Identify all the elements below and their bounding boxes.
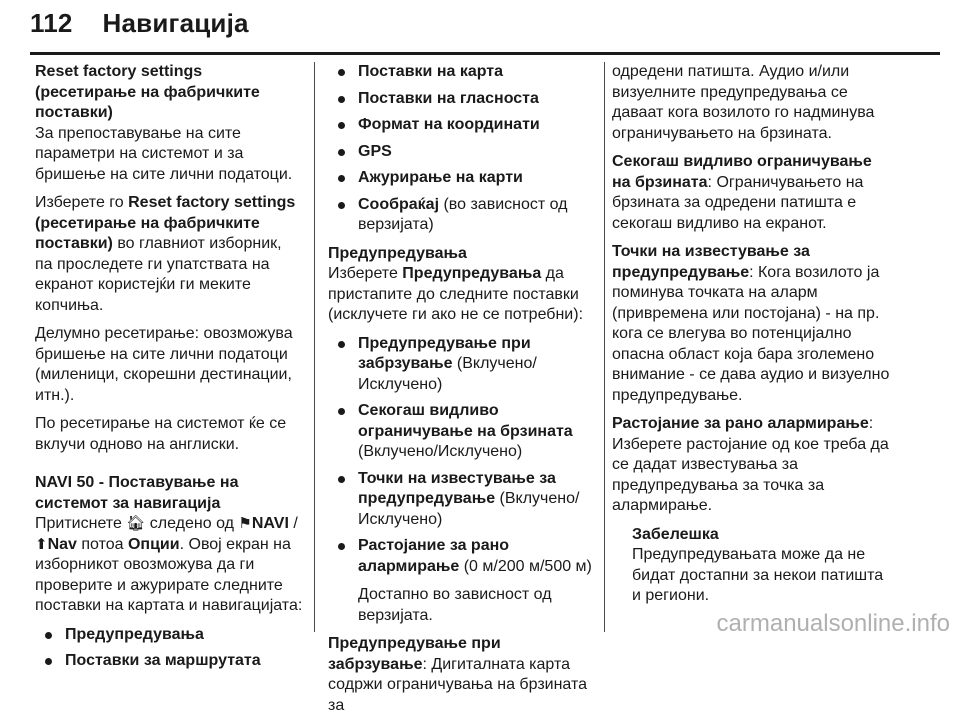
list-item-label: Ажурирање на карти (358, 169, 523, 186)
text: потоа (76, 535, 128, 553)
text-bold: Точки на известување за предупредување (612, 243, 810, 281)
list-item (328, 62, 594, 83)
reset-partial: Делумно ресетирање: овозможува бришење на сите лични податоци (миленици, скорешни дестинации, итн.). (35, 325, 293, 404)
list-item (328, 469, 594, 531)
bullet-icon (338, 476, 345, 483)
text-bold: Reset factory settings (ресетирање на фабричките поставки) (35, 194, 296, 252)
bullet-icon (338, 408, 345, 415)
settings-list (328, 62, 594, 236)
alert-points-paragraph (612, 242, 890, 406)
text: (0 м/200 м/500 м) (459, 557, 592, 575)
list-item-label: Предупредување при забрзување (358, 334, 531, 372)
list-item-label: GPS (358, 142, 392, 160)
note-box (612, 525, 890, 607)
list-item (328, 401, 594, 463)
column-divider (314, 62, 315, 632)
warnings-intro (328, 264, 594, 326)
list-item-label: Поставки на гласноста (358, 89, 539, 107)
text: / (288, 515, 298, 532)
flag-icon: ⚑ (238, 515, 252, 532)
text-bold: Растојание за рано алармирање (612, 415, 869, 432)
column-left (35, 62, 303, 680)
page-header (30, 8, 249, 39)
text-bold: Опции (127, 535, 180, 553)
bullet-icon (338, 341, 345, 348)
text-bold: Секогаш видливо ограничување на брзината (612, 153, 872, 191)
text: во главниот изборник, па проследете ги упатствата на екранот користејќи ги меките копчиња. (35, 235, 282, 314)
text: Изберете го (35, 194, 129, 211)
list-item-label: Растојание за рано алармирање (358, 537, 510, 575)
list-item-label: Формат на координати (358, 116, 540, 133)
bullet-icon (338, 122, 345, 129)
text: (Вклучено/Исклучено) (358, 443, 523, 460)
page-section-title: Навигација (102, 8, 249, 38)
list-item (328, 168, 594, 189)
list-item-label: Секогаш видливо ограничување на брзината (358, 402, 573, 440)
text-bold: NAVI (251, 515, 289, 532)
list-item-label: Поставки за маршрутата (65, 652, 261, 669)
list-item (328, 142, 594, 163)
column-right (612, 62, 890, 607)
text-bold: Nav (47, 535, 77, 553)
list-item (328, 536, 594, 577)
note-text: Предупредувањата може да не бидат достапни за некои патишта и региони. (632, 546, 884, 604)
accel-paragraph (328, 634, 594, 716)
list-item (328, 89, 594, 110)
text: : Кога возилото ја поминува точката на аларм (привремена или постојана) - на пр. кога се влегува во потенцијално опасна област која бара зголемено внимание - се дава аудио и визуелно предупредување. (612, 263, 890, 404)
list-item (328, 334, 594, 396)
reset-heading: Reset factory settings (ресетирање на фабричките поставки) (35, 63, 260, 121)
list-item-label: Предупредувања (65, 625, 204, 643)
text: Притиснете (35, 515, 127, 532)
warnings-list (328, 334, 594, 578)
column-middle (328, 62, 594, 724)
text-bold: Предупредување при забрзување (328, 635, 501, 673)
header-rule (30, 52, 940, 55)
early-alarm-paragraph (612, 414, 890, 517)
reset-after: По ресетирање на системот ќе се вклучи одново на англиски. (35, 415, 287, 453)
note-heading: Забелешка (632, 525, 719, 543)
text: (во зависност од верзијата) (358, 195, 568, 233)
text: (Вклучено/ Исклучено) (358, 490, 580, 528)
navi-paragraph (35, 514, 303, 617)
availability-note: Достапно во зависност од верзијата. (358, 586, 552, 624)
list-item (328, 115, 594, 136)
list-item (35, 651, 303, 672)
warnings-heading: Предупредувања (328, 244, 467, 262)
text: . Овој екран на изборникот овозможува да ги проверите и ажурирате следните поставки на картата и навигацијата: (35, 535, 303, 614)
navi-heading: NAVI 50 - Поставување на системот за навигација (35, 474, 239, 512)
text-bold: Предупредувања (402, 265, 542, 282)
speed-limit-paragraph (612, 152, 890, 234)
text: : Дигиталната карта содржи ограничувања на брзината за (328, 655, 588, 714)
text: : Ограничувањето на брзината за одредени патишта е секогаш видливо на екранот. (612, 173, 864, 232)
home-icon: 🏠︎ (126, 515, 146, 532)
settings-list (35, 625, 303, 672)
text: Изберете (328, 265, 403, 282)
bullet-icon (45, 658, 52, 665)
text: следено од (145, 515, 239, 532)
bullet-icon (338, 96, 345, 103)
page-number: 112 (30, 8, 73, 38)
text: : Изберете растојание од кое треба да се дадат известувања за предупредувања за точка за алармирање. (612, 415, 889, 514)
text: да пристапите до следните поставки (исклучете ги ако не се потребни): (328, 265, 584, 323)
list-item-label: Сообраќај (358, 195, 440, 213)
bullet-icon (338, 202, 345, 209)
navigation-arrow-icon: ⬆︎ (35, 535, 48, 553)
watermark: carmanualsonline.info (716, 610, 950, 637)
list-item-label: Поставки на карта (358, 63, 504, 80)
list-item (328, 195, 594, 236)
bullet-icon (338, 543, 345, 550)
bullet-icon (338, 69, 345, 76)
reset-select-paragraph (35, 193, 303, 316)
reset-intro: За препоставување на сите параметри на системот и за бришење на сите лични податоци. (35, 124, 293, 183)
column-divider (604, 62, 605, 632)
bullet-icon (338, 149, 345, 156)
text: (Вклучено/ Исклучено) (358, 355, 537, 393)
speed-warning-continued: одредени патишта. Аудио и/или визуелните предупредувања се даваат кога возилото го надминува ограничувањето на брзината. (612, 63, 875, 142)
bullet-icon (45, 632, 52, 639)
list-item-label: Точки на известување за предупредување (358, 469, 556, 507)
bullet-icon (338, 175, 345, 182)
